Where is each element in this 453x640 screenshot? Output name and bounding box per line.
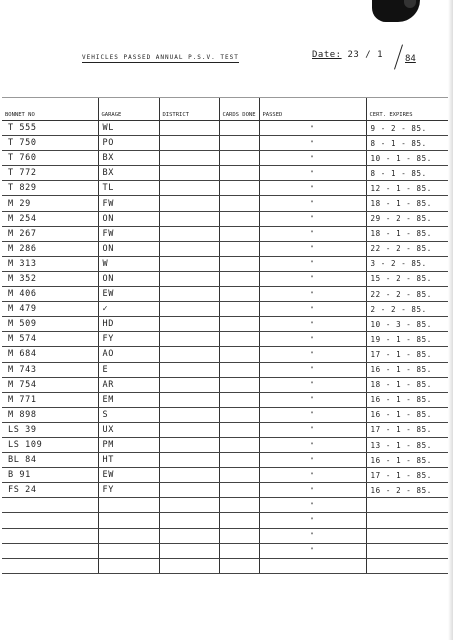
col-garage: GARAGE: [98, 98, 159, 121]
passed-cell: ": [259, 241, 366, 256]
cards-done-cell: [219, 241, 259, 256]
passed-cell: ": [259, 483, 366, 498]
table-row: [2, 422, 448, 437]
bonnet-cell: LS 39: [2, 422, 98, 437]
garage-cell: ON: [98, 271, 159, 286]
cert-expires-cell: 8 - 1 - 85.: [366, 136, 448, 151]
bonnet-cell: M 684: [2, 347, 98, 362]
cards-done-cell: [219, 287, 259, 302]
passed-cell: ": [259, 498, 366, 513]
garage-cell: HT: [98, 453, 159, 468]
passed-cell: ": [259, 287, 366, 302]
form-date: [312, 50, 383, 60]
cards-done-cell: [219, 528, 259, 543]
district-cell: [159, 528, 219, 543]
passed-cell: ": [259, 196, 366, 211]
district-cell: [159, 392, 219, 407]
bonnet-cell: M 898: [2, 407, 98, 422]
table-header-row: [2, 98, 448, 121]
cards-done-cell: [219, 543, 259, 558]
cards-done-cell: [219, 271, 259, 286]
cards-done-cell: [219, 151, 259, 166]
district-cell: [159, 498, 219, 513]
garage-cell: EM: [98, 392, 159, 407]
district-cell: [159, 271, 219, 286]
cert-expires-cell: 17 - 1 - 85.: [366, 347, 448, 362]
passed-cell: ": [259, 392, 366, 407]
cards-done-cell: [219, 332, 259, 347]
table-row: [2, 513, 448, 528]
district-cell: [159, 453, 219, 468]
district-cell: [159, 121, 219, 136]
cert-expires-cell: 22 - 2 - 85.: [366, 241, 448, 256]
table-row: [2, 136, 448, 151]
cert-expires-cell: 15 - 2 - 85.: [366, 271, 448, 286]
bonnet-cell: M 574: [2, 332, 98, 347]
date-label: Date:: [312, 50, 342, 60]
vehicle-ledger-table: [2, 97, 448, 574]
cards-done-cell: [219, 453, 259, 468]
passed-cell: ": [259, 513, 366, 528]
cards-done-cell: [219, 377, 259, 392]
district-cell: [159, 407, 219, 422]
cards-done-cell: [219, 166, 259, 181]
col-district: DISTRICT: [159, 98, 219, 121]
bonnet-cell: M 286: [2, 241, 98, 256]
passed-cell: ": [259, 226, 366, 241]
cert-expires-cell: 16 - 1 - 85.: [366, 407, 448, 422]
cards-done-cell: [219, 513, 259, 528]
bonnet-cell: [2, 498, 98, 513]
passed-cell: ": [259, 136, 366, 151]
district-cell: [159, 513, 219, 528]
table-row: [2, 483, 448, 498]
passed-cell: ": [259, 377, 366, 392]
cert-expires-cell: [366, 528, 448, 543]
bonnet-cell: FS 24: [2, 483, 98, 498]
cards-done-cell: [219, 407, 259, 422]
bonnet-cell: [2, 558, 98, 573]
cert-expires-cell: 12 - 1 - 85.: [366, 181, 448, 196]
district-cell: [159, 256, 219, 271]
district-cell: [159, 377, 219, 392]
bonnet-cell: M 743: [2, 362, 98, 377]
ledger-body: [2, 121, 448, 574]
bonnet-cell: B 91: [2, 468, 98, 483]
passed-cell: ": [259, 166, 366, 181]
cert-expires-cell: 18 - 1 - 85.: [366, 377, 448, 392]
passed-cell: ": [259, 317, 366, 332]
district-cell: [159, 362, 219, 377]
garage-cell: AR: [98, 377, 159, 392]
bonnet-cell: [2, 513, 98, 528]
cert-expires-cell: 10 - 3 - 85.: [366, 317, 448, 332]
bonnet-cell: M 29: [2, 196, 98, 211]
table-row: [2, 241, 448, 256]
col-cards-done: CARDS DONE: [219, 98, 259, 121]
district-cell: [159, 241, 219, 256]
table-row: [2, 362, 448, 377]
garage-cell: W: [98, 256, 159, 271]
table-row: [2, 498, 448, 513]
district-cell: [159, 302, 219, 317]
passed-cell: ": [259, 453, 366, 468]
district-cell: [159, 181, 219, 196]
bonnet-cell: M 406: [2, 287, 98, 302]
cert-expires-cell: 16 - 1 - 85.: [366, 453, 448, 468]
garage-cell: BX: [98, 151, 159, 166]
bonnet-cell: M 254: [2, 211, 98, 226]
district-cell: [159, 196, 219, 211]
garage-cell: [98, 513, 159, 528]
table-row: [2, 151, 448, 166]
district-cell: [159, 136, 219, 151]
bonnet-cell: M 313: [2, 256, 98, 271]
garage-cell: FY: [98, 483, 159, 498]
bonnet-cell: [2, 543, 98, 558]
cards-done-cell: [219, 196, 259, 211]
cert-expires-cell: 16 - 2 - 85.: [366, 483, 448, 498]
garage-cell: PM: [98, 437, 159, 452]
passed-cell: ": [259, 271, 366, 286]
cards-done-cell: [219, 181, 259, 196]
bonnet-cell: T 829: [2, 181, 98, 196]
passed-cell: ": [259, 211, 366, 226]
district-cell: [159, 166, 219, 181]
passed-cell: [259, 558, 366, 573]
table-row: [2, 543, 448, 558]
passed-cell: ": [259, 332, 366, 347]
cards-done-cell: [219, 256, 259, 271]
bonnet-cell: BL 84: [2, 453, 98, 468]
cert-expires-cell: 10 - 1 - 85.: [366, 151, 448, 166]
district-cell: [159, 543, 219, 558]
table-row: [2, 211, 448, 226]
table-row: [2, 347, 448, 362]
cards-done-cell: [219, 362, 259, 377]
garage-cell: [98, 558, 159, 573]
garage-cell: E: [98, 362, 159, 377]
garage-cell: BX: [98, 166, 159, 181]
garage-cell: [98, 528, 159, 543]
passed-cell: ": [259, 256, 366, 271]
table-row: [2, 437, 448, 452]
cert-expires-cell: 3 - 2 - 85.: [366, 256, 448, 271]
cert-expires-cell: 9 - 2 - 85.: [366, 121, 448, 136]
form-title: VEHICLES PASSED ANNUAL P.S.V. TEST: [82, 54, 239, 61]
bonnet-cell: [2, 528, 98, 543]
date-year: 84: [405, 54, 416, 64]
bonnet-cell: M 754: [2, 377, 98, 392]
district-cell: [159, 347, 219, 362]
district-cell: [159, 151, 219, 166]
table-row: [2, 392, 448, 407]
garage-cell: TL: [98, 181, 159, 196]
district-cell: [159, 437, 219, 452]
passed-cell: ": [259, 528, 366, 543]
passed-cell: ": [259, 362, 366, 377]
table-row: [2, 528, 448, 543]
cert-expires-cell: [366, 513, 448, 528]
garage-cell: [98, 543, 159, 558]
garage-cell: FW: [98, 196, 159, 211]
garage-cell: WL: [98, 121, 159, 136]
cert-expires-cell: 19 - 1 - 85.: [366, 332, 448, 347]
cert-expires-cell: 13 - 1 - 85.: [366, 437, 448, 452]
passed-cell: ": [259, 437, 366, 452]
table-row: [2, 271, 448, 286]
cards-done-cell: [219, 483, 259, 498]
district-cell: [159, 422, 219, 437]
district-cell: [159, 468, 219, 483]
passed-cell: ": [259, 468, 366, 483]
cards-done-cell: [219, 121, 259, 136]
col-passed: PASSED: [259, 98, 366, 121]
cards-done-cell: [219, 422, 259, 437]
table-row: [2, 558, 448, 573]
cards-done-cell: [219, 392, 259, 407]
bonnet-cell: M 479: [2, 302, 98, 317]
cards-done-cell: [219, 317, 259, 332]
passed-cell: ": [259, 151, 366, 166]
garage-cell: EW: [98, 468, 159, 483]
bonnet-cell: T 772: [2, 166, 98, 181]
cert-expires-cell: 8 - 1 - 85.: [366, 166, 448, 181]
garage-cell: ✓: [98, 302, 159, 317]
cards-done-cell: [219, 302, 259, 317]
passed-cell: ": [259, 543, 366, 558]
passed-cell: ": [259, 121, 366, 136]
cards-done-cell: [219, 558, 259, 573]
district-cell: [159, 332, 219, 347]
cards-done-cell: [219, 211, 259, 226]
district-cell: [159, 317, 219, 332]
passed-cell: ": [259, 347, 366, 362]
district-cell: [159, 226, 219, 241]
cards-done-cell: [219, 498, 259, 513]
garage-cell: ON: [98, 211, 159, 226]
bonnet-cell: M 771: [2, 392, 98, 407]
table-row: [2, 256, 448, 271]
bonnet-cell: M 509: [2, 317, 98, 332]
table-row: [2, 332, 448, 347]
table-row: [2, 468, 448, 483]
bonnet-cell: M 352: [2, 271, 98, 286]
page-edge-shadow: [448, 0, 453, 640]
garage-cell: ON: [98, 241, 159, 256]
cert-expires-cell: 17 - 1 - 85.: [366, 422, 448, 437]
cards-done-cell: [219, 468, 259, 483]
date-separator-stroke: [394, 44, 403, 69]
garage-cell: S: [98, 407, 159, 422]
cert-expires-cell: [366, 543, 448, 558]
cert-expires-cell: 18 - 1 - 85.: [366, 196, 448, 211]
passed-cell: ": [259, 422, 366, 437]
table-row: [2, 226, 448, 241]
cert-expires-cell: 17 - 1 - 85.: [366, 468, 448, 483]
bonnet-cell: LS 109: [2, 437, 98, 452]
table-row: [2, 181, 448, 196]
table-row: [2, 196, 448, 211]
cert-expires-cell: 2 - 2 - 85.: [366, 302, 448, 317]
table-row: [2, 166, 448, 181]
garage-cell: HD: [98, 317, 159, 332]
bonnet-cell: T 760: [2, 151, 98, 166]
col-cert-expires: CERT. EXPIRES: [366, 98, 448, 121]
table-row: [2, 287, 448, 302]
cards-done-cell: [219, 347, 259, 362]
garage-cell: AO: [98, 347, 159, 362]
district-cell: [159, 483, 219, 498]
bonnet-cell: M 267: [2, 226, 98, 241]
bonnet-cell: T 555: [2, 121, 98, 136]
cert-expires-cell: [366, 498, 448, 513]
garage-cell: EW: [98, 287, 159, 302]
col-bonnet-no: BONNET NO: [2, 98, 98, 121]
cards-done-cell: [219, 136, 259, 151]
cert-expires-cell: 22 - 2 - 85.: [366, 287, 448, 302]
table-row: [2, 121, 448, 136]
bonnet-cell: T 750: [2, 136, 98, 151]
cert-expires-cell: 16 - 1 - 85.: [366, 362, 448, 377]
date-value: 23 / 1: [347, 50, 384, 60]
district-cell: [159, 558, 219, 573]
garage-cell: UX: [98, 422, 159, 437]
table-row: [2, 407, 448, 422]
cards-done-cell: [219, 437, 259, 452]
garage-cell: PO: [98, 136, 159, 151]
passed-cell: ": [259, 407, 366, 422]
cert-expires-cell: 29 - 2 - 85.: [366, 211, 448, 226]
table-row: [2, 453, 448, 468]
garage-cell: FW: [98, 226, 159, 241]
garage-cell: [98, 498, 159, 513]
passed-cell: ": [259, 181, 366, 196]
cards-done-cell: [219, 226, 259, 241]
cert-expires-cell: [366, 558, 448, 573]
garage-cell: FY: [98, 332, 159, 347]
table-row: [2, 377, 448, 392]
cert-expires-cell: 18 - 1 - 85.: [366, 226, 448, 241]
district-cell: [159, 287, 219, 302]
table-row: [2, 302, 448, 317]
cert-expires-cell: 16 - 1 - 85.: [366, 392, 448, 407]
passed-cell: ": [259, 302, 366, 317]
table-row: [2, 317, 448, 332]
district-cell: [159, 211, 219, 226]
